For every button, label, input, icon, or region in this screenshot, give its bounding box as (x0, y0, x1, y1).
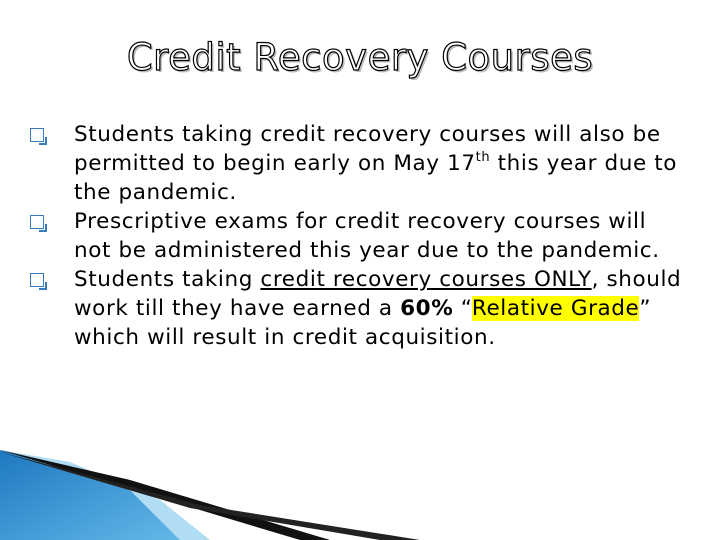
bullet-text-end: this year due to the pandemic. (74, 151, 678, 205)
ordinal-superscript: th (475, 150, 491, 165)
bullet-text: Prescriptive exams for credit recovery courses will not be administered this year due to the pandemic. (74, 209, 660, 263)
square-bullet-icon (30, 273, 44, 287)
square-bullet-icon (30, 215, 44, 229)
bullet-list (30, 120, 690, 352)
bullet-text-mid: , should work till they have earned a (74, 267, 682, 321)
slide-title: Credit Recovery Courses (126, 36, 594, 79)
spacer-text (453, 296, 460, 321)
close-quote: ” (639, 296, 652, 321)
underlined-phrase: credit recovery courses ONLY (260, 267, 592, 292)
bullet-item-early-start (30, 120, 690, 207)
open-quote: “ (460, 296, 472, 321)
square-bullet-icon (30, 128, 44, 142)
bullet-item-relative-grade (30, 265, 690, 352)
highlighted-phrase: Relative Grade (471, 296, 640, 321)
grade-percent: 60% (400, 296, 454, 321)
bullet-text: Students taking credit recovery courses will also be permitted to begin early on May 17 (74, 122, 661, 176)
bullet-text-lead: Students taking (74, 267, 261, 292)
bullet-text-tail: which will result in credit acquisition. (74, 325, 496, 350)
bullet-item-prescriptive-exams (30, 207, 690, 265)
blue-swoosh-decoration (0, 450, 720, 540)
